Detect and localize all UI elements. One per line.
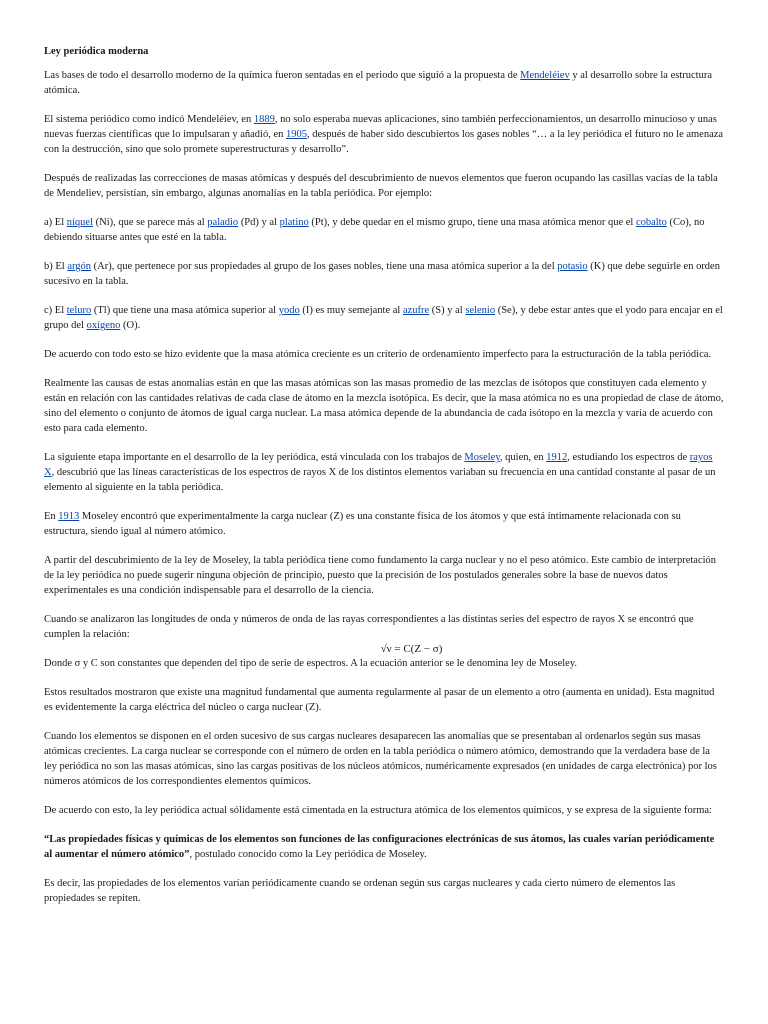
paragraph-example-c: [44, 303, 724, 333]
text-span: , quien, en: [499, 452, 547, 463]
text-span: (Pd) y al: [238, 217, 280, 228]
link-moseley[interactable]: Moseley: [464, 452, 500, 463]
paragraph-constants: Donde σ y C son constantes que dependen del tipo de serie de espectros. A la ecuación anterior se le denomina ley de Moseley.: [44, 658, 578, 669]
text-span: (K) que debe seguirle en orden sucesivo en la tabla.: [44, 261, 720, 287]
text-span: c) El: [44, 305, 67, 316]
text-span: , descubrió que las líneas características de los espectros de rayos X de los distintos elementos variaban su frecuencia en una cantidad constante al pasar de un elemento al siguiente en la tabla periódica.: [44, 467, 716, 493]
document-body: [44, 44, 724, 920]
text-span: El sistema periódico como indicó Mendeléiev, en: [44, 114, 254, 125]
paragraph-intro: [44, 68, 724, 98]
link-1913[interactable]: 1913: [58, 511, 80, 522]
paragraph-modern-law: De acuerdo con esto, la ley periódica actual sólidamente está cimentada en la estructura atómica de los elementos químicos, y se expresa de la siguiente forma:: [44, 805, 712, 816]
paragraph-final: Es decir, las propiedades de los elementos varían periódicamente cuando se ordenan según sus cargas nucleares y cada cierto número de elementos las propiedades se repiten.: [44, 878, 676, 904]
text-span: b) El: [44, 261, 68, 272]
link-selenio[interactable]: selenio: [465, 305, 496, 316]
link-rayos-x[interactable]: rayos X: [44, 452, 713, 478]
link-1889[interactable]: 1889: [253, 114, 275, 125]
law-statement-quote: “Las propiedades físicas y químicas de los elementos son funciones de las configuraciones electrónicas de sus átomos, las cuales varían periódicamente al aumentar el número atómico”: [44, 834, 715, 860]
text-span: Moseley encontró que experimentalmente la carga nuclear (Z) es una constante física de los átomos y que está íntimamente relacionada con su estructura, siendo igual al número atómico.: [44, 511, 681, 537]
paragraph-moseley-law: A partir del descubrimiento de la ley de Moseley, la tabla periódica tiene como fundamento la carga nuclear y no el peso atómico. Este cambio de interpretación de la ley periódica no puede sugerir ninguna objeción de principio, puesto que la precisión de los postulados generales sobre la base de nuevos datos experimentales es una condición indispensable para el desarrollo de la ciencia.: [44, 555, 717, 596]
link-potasio[interactable]: potasio: [557, 261, 588, 272]
moseley-formula: √ν = C(Z − σ): [380, 643, 443, 655]
paragraph-magnitude: Estos resultados mostraron que existe una magnitud fundamental que aumenta regularmente al pasar de un elemento a otro (aumenta en unidad). Esta magnitud es evidentemente la carga eléctrica del núcleo o carga nuclear (Z).: [44, 687, 715, 713]
text-span: (Co), no debiendo situarse antes que esté en la tabla.: [44, 217, 705, 243]
paragraph-law-statement: [44, 832, 724, 862]
text-span: , no solo esperaba nuevas aplicaciones, sino también perfeccionamientos, un desarrollo minucioso y unas nuevas fuerzas científicas que lo impulsaran y añadió, en: [44, 114, 717, 140]
link-teluro[interactable]: teluro: [66, 305, 92, 316]
paragraph-example-a: [44, 215, 724, 245]
paragraph-conclusion: De acuerdo con todo esto se hizo evidente que la masa atómica creciente es un criterio de ordenamiento imperfecto para la estructuración de la tabla periódica.: [44, 349, 712, 360]
text-span: (Ni), que se parece más al: [93, 217, 208, 228]
link-mendeleiev[interactable]: Mendeléiev: [520, 70, 570, 81]
text-span: (Tl) que tiene una masa atómica superior al: [91, 305, 279, 316]
text-span: (S) y al: [429, 305, 466, 316]
text-span: a) El: [44, 217, 67, 228]
link-1912[interactable]: 1912: [546, 452, 568, 463]
text-span: (I) es muy semejante al: [299, 305, 403, 316]
link-platino[interactable]: platino: [279, 217, 309, 228]
text-span: (O).: [120, 320, 141, 331]
paragraph-mendeleiev: [44, 112, 724, 157]
paragraph-anomalies: Después de realizadas las correcciones de masas atómicas y después del descubrimiento de nuevos elementos que fueron ocupando las casillas vacías de la tabla de Mendeliev, persistían, sin embargo, algunas anomalías en la tabla periódica. Por ejemplo:: [44, 173, 718, 199]
paragraph-moseley: [44, 450, 724, 495]
link-oxigeno[interactable]: oxígeno: [86, 320, 121, 331]
link-yodo[interactable]: yodo: [278, 305, 300, 316]
link-1905[interactable]: 1905: [286, 129, 307, 140]
text-span: , postulado conocido como la Ley periódica de Moseley.: [189, 849, 427, 860]
text-span: , estudiando los espectros de: [567, 452, 690, 463]
text-span: (Se), y debe estar antes que el yodo para encajar en el grupo del: [44, 305, 723, 331]
text-span: En: [44, 511, 59, 522]
link-niquel[interactable]: níquel: [66, 217, 93, 228]
paragraph-nuclear-charges: Cuando los elementos se disponen en el orden sucesivo de sus cargas nucleares desaparecen las anomalías que se presentaban al ordenarlos según sus masas atómicas crecientes. La carga nuclear se corresponde con el número de orden en la tabla periódica o número atómico, demostrando que la verdadera base de la ley periódica no son las masas atómicas, sino las cargas positivas de los núcleos atómicos, numéricamente expresados (en unidades de carga electrónica) por los números atómicos de los correspondientes elementos químicos.: [44, 731, 717, 787]
paragraph-example-b: [44, 259, 724, 289]
page-title: Ley periódica moderna: [44, 46, 149, 57]
link-azufre[interactable]: azufre: [402, 305, 430, 316]
paragraph-wavelengths: Cuando se analizaron las longitudes de onda y números de onda de las rayas correspondientes a las distintas series del espectro de rayos X se encontró que cumplen la relación:: [44, 614, 694, 640]
text-span: Las bases de todo el desarrollo moderno de la química fueron sentadas en el periodo que siguió a la propuesta de: [44, 70, 521, 81]
link-paladio[interactable]: paladio: [207, 217, 239, 228]
paragraph-1913: [44, 509, 724, 539]
text-span: (Ar), que pertenece por sus propiedades al grupo de los gases nobles, tiene una masa atómica superior a la del: [91, 261, 558, 272]
text-span: y al desarrollo sobre la estructura atómica.: [44, 70, 712, 96]
paragraph-isotopes: Realmente las causas de estas anomalías están en que las masas atómicas son las masas promedio de las mezclas de isótopos que constituyen cada elemento y están en relación con las cantidades relativas de cada clase de átomo en la mezcla isotópica. Es decir, que la masa atómica no es una propiedad de clase de átomo, sino del elemento o conjunto de átomos de igual carga nuclear. La masa atómica depende de la abundancia de cada isótopo en la mezcla y varía de acuerdo con esto para cada elemento.: [44, 378, 724, 434]
text-span: (Pt), y debe quedar en el mismo grupo, tiene una masa atómica menor que el: [308, 217, 636, 228]
link-cobalto[interactable]: cobalto: [635, 217, 667, 228]
link-argon[interactable]: argón: [67, 261, 92, 272]
text-span: La siguiente etapa importante en el desarrollo de la ley periódica, está vinculada con los trabajos de: [44, 452, 465, 463]
text-span: , después de haber sido descubiertos los gases nobles “… a la ley periódica el futuro no le amenaza con la destrucción, sino que solo promete superestructuras y desarrollo”.: [44, 129, 724, 155]
